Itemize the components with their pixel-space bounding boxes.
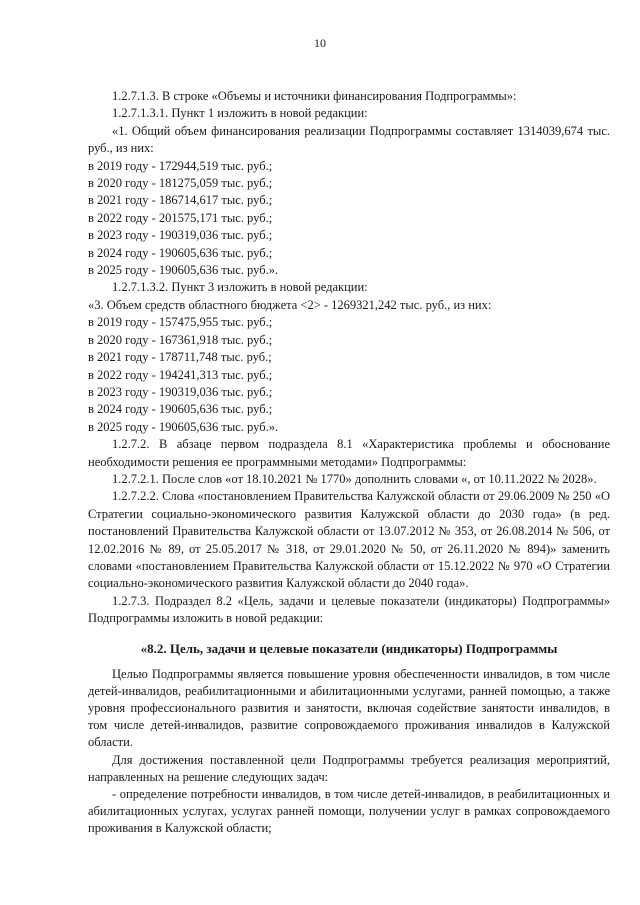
list-item: в 2020 году - 181275,059 тыс. руб.;: [88, 176, 273, 191]
list-item: в 2025 году - 190605,636 тыс. руб.».: [88, 419, 279, 434]
list-item: в 2022 году - 201575,171 тыс. руб.;: [88, 210, 273, 225]
list-item: в 2020 году - 167361,918 тыс. руб.;: [88, 332, 273, 347]
list-item: в 2021 году - 186714,617 тыс. руб.;: [88, 193, 273, 208]
list-item: в 2022 году - 194241,313 тыс. руб.;: [88, 367, 273, 382]
paragraph-1-2-7-1-3-1: 1.2.7.1.3.1. Пункт 1 изложить в новой редакции:: [112, 106, 368, 121]
paragraph-1-2-7-2-1: 1.2.7.2.1. После слов «от 18.10.2021 № 1770» дополнить словами «, от 10.11.2022 № 2028».: [112, 471, 597, 486]
paragraph-total-financing: «1. Общий объем финансирования реализации Подпрограммы составляет 1314039,674 тыс. руб., из них:: [88, 123, 610, 156]
list-item: в 2023 году - 190319,036 тыс. руб.;: [88, 228, 273, 243]
list-item: в 2024 году - 190605,636 тыс. руб.;: [88, 245, 273, 260]
section-heading: «8.2. Цель, задачи и целевые показатели (индикаторы) Подпрограммы: [140, 640, 558, 656]
paragraph-1-2-7-2: 1.2.7.2. В абзаце первом подраздела 8.1 «Характеристика проблемы и обоснование необходимости решения ее программными методами» Подпрограммы:: [88, 437, 610, 469]
page-number: 10: [314, 36, 326, 50]
section-paragraph-goal: Целью Подпрограммы является повышение уровня обеспеченности инвалидов, в том числе детей-инвалидов, реабилитационными и абилитационными услугами, ранней помощью, а также уровня профессионального развития и занятости, включая содействие занятости инвалидов, в том числе детей-инвалидов, развитие сопровождаемого проживания инвалидов в Калужской области.: [88, 666, 610, 750]
paragraph-1-2-7-3: 1.2.7.3. Подраздел 8.2 «Цель, задачи и целевые показатели (индикаторы) Подпрограммы» Подпрограммы изложить в новой редакции:: [88, 593, 610, 626]
list-item: в 2019 году - 157475,955 тыс. руб.;: [88, 315, 273, 330]
paragraph-1-2-7-1-3-2: 1.2.7.1.3.2. Пункт 3 изложить в новой редакции:: [112, 280, 368, 295]
regional-budget-by-year-list: [88, 314, 610, 436]
list-item: в 2023 году - 190319,036 тыс. руб.;: [88, 384, 273, 399]
paragraph-1-2-7-1-3: 1.2.7.1.3. В строке «Объемы и источники финансирования Подпрограммы»:: [112, 89, 517, 103]
list-item: в 2021 году - 178711,748 тыс. руб.;: [88, 350, 272, 365]
list-item: в 2024 году - 190605,636 тыс. руб.;: [88, 402, 273, 417]
list-item: в 2019 году - 172944,519 тыс. руб.;: [88, 158, 273, 173]
section-paragraph-tasks: Для достижения поставленной цели Подпрограммы требуется реализация мероприятий, направленных на решение следующих задач:: [88, 752, 610, 784]
list-item: в 2025 году - 190605,636 тыс. руб.».: [88, 263, 279, 278]
paragraph-1-2-7-2-2: 1.2.7.2.2. Слова «постановлением Правительства Калужской области от 29.06.2009 № 250 «О Стратегии социально-экономического развития Калужской области до 2030 года» (в ред. постановлений Правительства Калужской области от 13.07.2012 № 353, от 26.08.2014 № 506, от 12.02.2016 № 89, от 25.05.2017 № 318, от 29.01.2020 № 50, от 26.11.2020 № 894)» заменить словами «постановлением Правительства Калужской области от 15.12.2022 № 970 «О Стратегии социально-экономического развития Калужской области до 2040 года».: [88, 489, 610, 591]
section-paragraph-task-1: - определение потребности инвалидов, в том числе детей-инвалидов, в реабилитационных и абилитационных услугах, услугах ранней помощи, получении услуг в рамках сопровождаемого проживания в Калужской области;: [88, 787, 610, 836]
document-body: [88, 88, 610, 838]
paragraph-regional-budget: «3. Объем средств областного бюджета <2> - 1269321,242 тыс. руб., из них:: [88, 297, 492, 312]
financing-by-year-list: [88, 158, 610, 280]
